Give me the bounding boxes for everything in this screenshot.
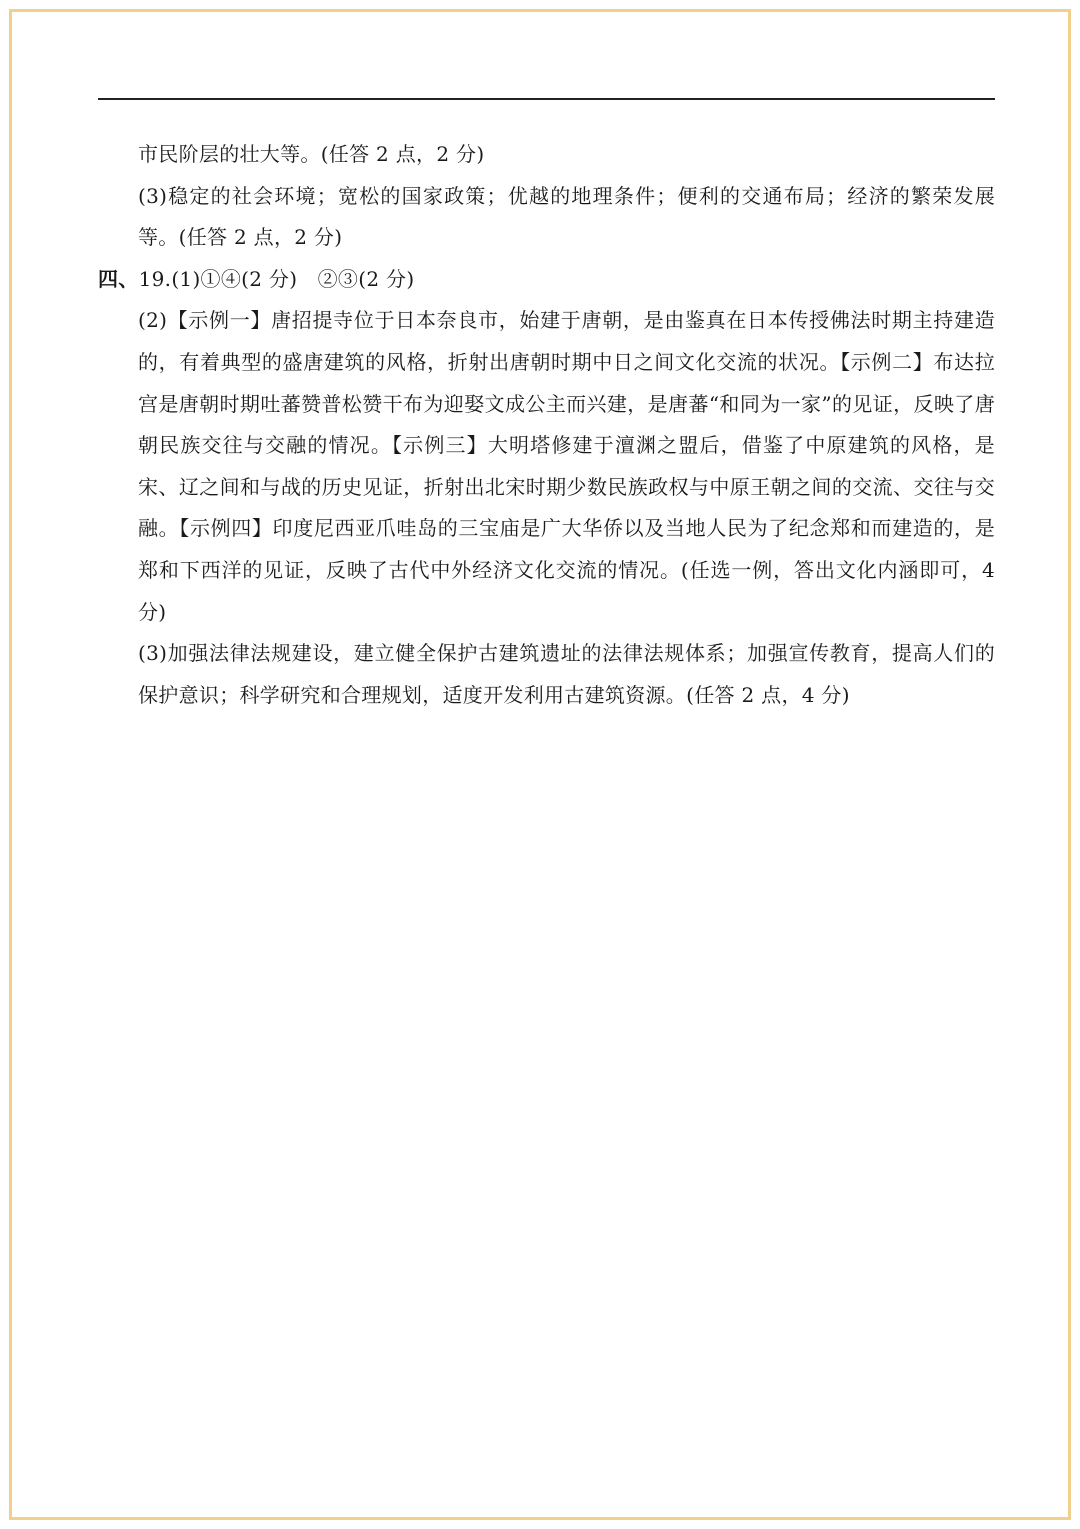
question-19-part-1-text: 19.(1)①④(2 分) ②③(2 分) <box>138 266 415 291</box>
answer-part-3: (3)稳定的社会环境；宽松的国家政策；优越的地理条件；便利的交通布局；经济的繁荣发展等。(任答 2 点，2 分) <box>138 183 995 250</box>
question-19-part-2: (2)【示例一】唐招提寺位于日本奈良市，始建于唐朝，是由鉴真在日本传授佛法时期主持建造的，有着典型的盛唐建筑的风格，折射出唐朝时期中日之间文化交流的状况。【示例二】布达拉宫是唐朝时期吐蕃赞普松赞干布为迎娶文成公主而兴建，是唐蕃“和同为一家”的见证，反映了唐朝民族交往与交融的情况。【示例三】大明塔修建于澶渊之盟后，借鉴了中原建筑的风格，是宋、辽之间和与战的历史见证，折射出北宋时期少数民族政权与中原王朝之间的交流、交往与交融。【示例四】印度尼西亚爪哇岛的三宝庙是广大华侨以及当地人民为了纪念郑和而建造的，是郑和下西洋的见证，反映了古代中外经济文化交流的情况。(任选一例，答出文化内涵即可，4 分) <box>138 308 995 624</box>
answer-content <box>98 134 995 716</box>
question-19-part-3: (3)加强法律法规建设，建立健全保护古建筑遗址的法律法规体系；加强宣传教育，提高人们的保护意识；科学研究和合理规划，适度开发利用古建筑资源。(任答 2 点，4 分) <box>138 641 995 707</box>
header-rule <box>98 98 995 100</box>
answer-line-continued: 市民阶层的壮大等。(任答 2 点，2 分) <box>138 142 485 166</box>
question-19-part-1 <box>98 259 995 301</box>
section-number: 四、 <box>98 266 139 291</box>
